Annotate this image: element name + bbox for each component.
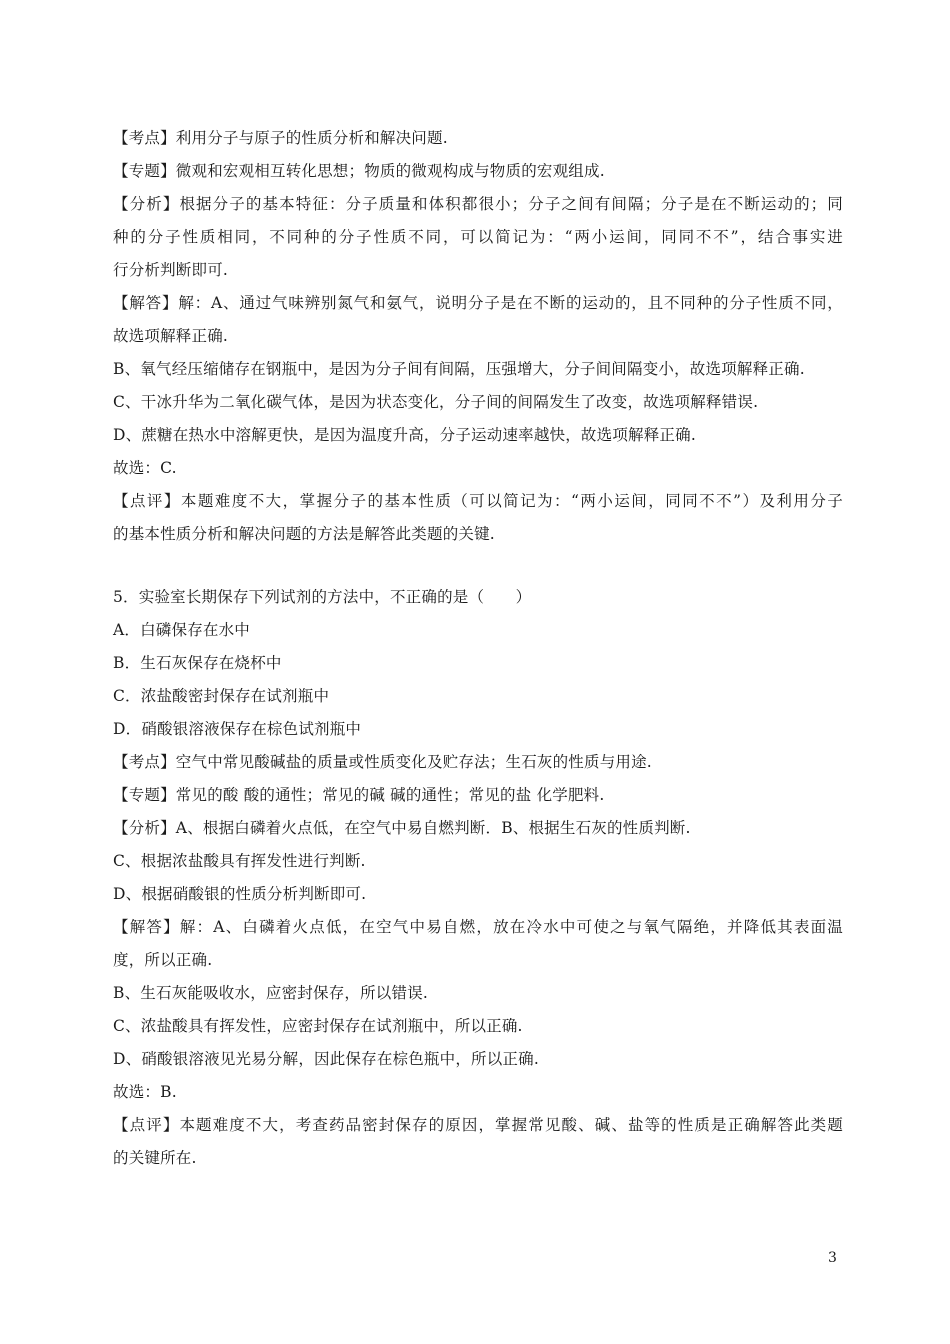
jieda-line-1: 【解答】解：A、白磷着火点低，在空气中易自燃，放在冷水中可使之与氧气隔绝，并降低其表面温 — [113, 918, 843, 936]
fenxi-line-3: D、根据硝酸银的性质分析判断即可. — [113, 885, 367, 903]
dianping-line-2: 的关键所在. — [113, 1149, 197, 1167]
question-4-analysis — [113, 122, 843, 551]
jieda-line-d: D、硝酸银溶液见光易分解，因此保存在棕色瓶中，所以正确. — [113, 1050, 539, 1068]
option-b: B．生石灰保存在烧杯中 — [113, 654, 282, 672]
jieda-line-2: 故选项解释正确. — [113, 327, 229, 345]
dianping-line-2: 的基本性质分析和解决问题的方法是解答此类题的关键. — [113, 525, 495, 543]
jieda-line-b: B、氧气经压缩储存在钢瓶中，是因为分子间有间隔，压强增大，分子间间隔变小，故选项解释正确. — [113, 360, 805, 378]
question-stem: 5．实验室长期保存下列试剂的方法中，不正确的是（ ） — [113, 588, 532, 606]
dianping-line-1: 【点评】本题难度不大，掌握分子的基本性质（可以简记为：“两小运间，同同不不”）及利用分子 — [113, 492, 843, 510]
question-5 — [113, 581, 843, 1175]
kaodian-line: 【考点】空气中常见酸碱盐的质量或性质变化及贮存法；生石灰的性质与用途. — [113, 753, 652, 771]
zhuanti-line: 【专题】微观和宏观相互转化思想；物质的微观构成与物质的宏观组成. — [113, 162, 605, 180]
answer-line: 故选：C. — [113, 459, 177, 477]
jieda-line-c: C、干冰升华为二氧化碳气体，是因为状态变化，分子间的间隔发生了改变，故选项解释错误. — [113, 393, 759, 411]
jieda-line-1: 【解答】解：A、通过气味辨别氮气和氨气，说明分子是在不断的运动的，且不同种的分子性质不同， — [113, 294, 843, 312]
fenxi-line-1: 【分析】A、根据白磷着火点低，在空气中易自燃判断．B、根据生石灰的性质判断. — [113, 819, 691, 837]
kaodian-line: 【考点】利用分子与原子的性质分析和解决问题. — [113, 129, 448, 147]
fenxi-line-1: 【分析】根据分子的基本特征：分子质量和体积都很小；分子之间有间隔；分子是在不断运动的；同 — [113, 195, 843, 213]
fenxi-line-2: 种的分子性质相同，不同种的分子性质不同，可以简记为：“两小运间，同同不不”，结合事实进 — [113, 228, 843, 246]
jieda-line-c: C、浓盐酸具有挥发性，应密封保存在试剂瓶中，所以正确. — [113, 1017, 523, 1035]
fenxi-line-3: 行分析判断即可. — [113, 261, 229, 279]
dianping-line-1: 【点评】本题难度不大，考查药品密封保存的原因，掌握常见酸、碱、盐等的性质是正确解答此类题 — [113, 1116, 843, 1134]
answer-line: 故选：B. — [113, 1083, 177, 1101]
page-number: 3 — [828, 1250, 837, 1266]
section-gap — [113, 551, 843, 581]
jieda-line-d: D、蔗糖在热水中溶解更快，是因为温度升高，分子运动速率越快，故选项解释正确. — [113, 426, 696, 444]
jieda-line-2: 度，所以正确. — [113, 951, 213, 969]
option-a: A．白磷保存在水中 — [113, 621, 250, 639]
page-content — [113, 122, 843, 1175]
option-c: C．浓盐酸密封保存在试剂瓶中 — [113, 687, 330, 705]
option-d: D．硝酸银溶液保存在棕色试剂瓶中 — [113, 720, 362, 738]
fenxi-line-2: C、根据浓盐酸具有挥发性进行判断. — [113, 852, 366, 870]
jieda-line-b: B、生石灰能吸收水，应密封保存，所以错误. — [113, 984, 429, 1002]
zhuanti-line: 【专题】常见的酸 酸的通性；常见的碱 碱的通性；常见的盐 化学肥料. — [113, 786, 605, 804]
